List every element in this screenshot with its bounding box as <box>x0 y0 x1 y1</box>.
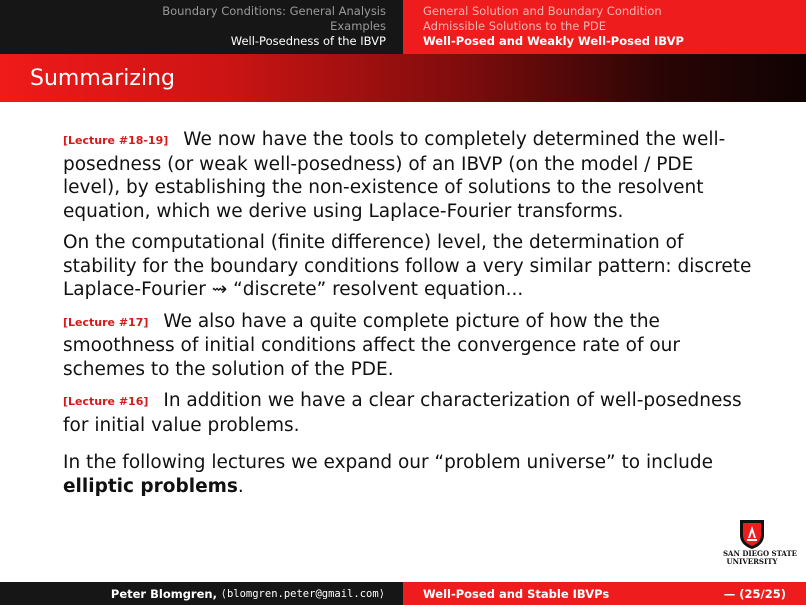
slide-body <box>63 128 753 506</box>
footer-author: Peter Blomgren, <box>110 586 217 601</box>
logo-text-line2: UNIVERSITY <box>726 556 778 566</box>
footer-page-number: — (25/25) <box>723 586 786 601</box>
footer-author-block <box>0 582 403 605</box>
footer-email: ⟨blomgren.peter@gmail.com⟩ <box>220 587 385 600</box>
nav-section-well-posedness[interactable]: Well-Posedness of the IBVP <box>230 34 386 49</box>
nav-subsection-general-solution[interactable]: General Solution and Boundary Condition <box>423 4 662 18</box>
footer-title: Well-Posed and Stable IBVPs <box>423 586 610 601</box>
paragraph-following-lectures <box>63 451 753 498</box>
shield-icon <box>739 518 765 550</box>
paragraph-text: In the following lectures we expand our “problem universe” to include <box>63 452 713 473</box>
paragraph-end: . <box>237 475 244 497</box>
paragraph-lecture-16 <box>63 389 753 437</box>
subsection-nav <box>403 0 806 54</box>
nav-section-examples[interactable]: Examples <box>330 19 386 34</box>
paragraph-text: On the computational (finite difference) level, the determination of stability for the boundary conditions follow a very similar pattern: discrete Laplace-Fourier ⇝ “discrete” resolvent equation... <box>63 232 752 300</box>
paragraph-text: In addition we have a clear characterization of well-posedness for initial value problems. <box>63 390 742 436</box>
frame-title: Summarizing <box>30 66 175 91</box>
lecture-tag: [Lecture #18-19] <box>63 134 169 147</box>
section-nav <box>0 0 403 54</box>
nav-subsection-well-posed[interactable]: Well-Posed and Weakly Well-Posed IBVP <box>423 34 684 49</box>
university-logo <box>723 518 797 568</box>
paragraph-computational <box>63 231 753 302</box>
navigation-header <box>0 0 806 54</box>
paragraph-lecture-18-19 <box>63 128 753 223</box>
logo-text-line1: SAN DIEGO STATE <box>723 549 797 558</box>
frame-title-bar <box>0 54 806 102</box>
paragraph-text: We also have a quite complete picture of how the the smoothness of initial conditions affect the convergence rate of our schemes to the solution of the PDE. <box>63 310 681 380</box>
nav-section-boundary-conditions[interactable]: Boundary Conditions: General Analysis <box>162 4 386 18</box>
paragraph-lecture-17 <box>63 310 753 382</box>
paragraph-text: We now have the tools to completely determined the well-posedness (or weak well-posedness) of an IBVP (on the model / PDE level), by establishing the non-existence of solutions to the resolvent equation, which we derive using Laplace-Fourier transforms. <box>63 129 726 222</box>
footer-bar <box>0 582 806 605</box>
nav-subsection-admissible-solutions[interactable]: Admissible Solutions to the PDE <box>423 19 607 34</box>
lecture-tag: [Lecture #16] <box>63 395 149 408</box>
lecture-tag: [Lecture #17] <box>63 315 149 329</box>
emphasis-text: elliptic problems <box>63 475 238 497</box>
footer-title-block <box>403 582 806 605</box>
